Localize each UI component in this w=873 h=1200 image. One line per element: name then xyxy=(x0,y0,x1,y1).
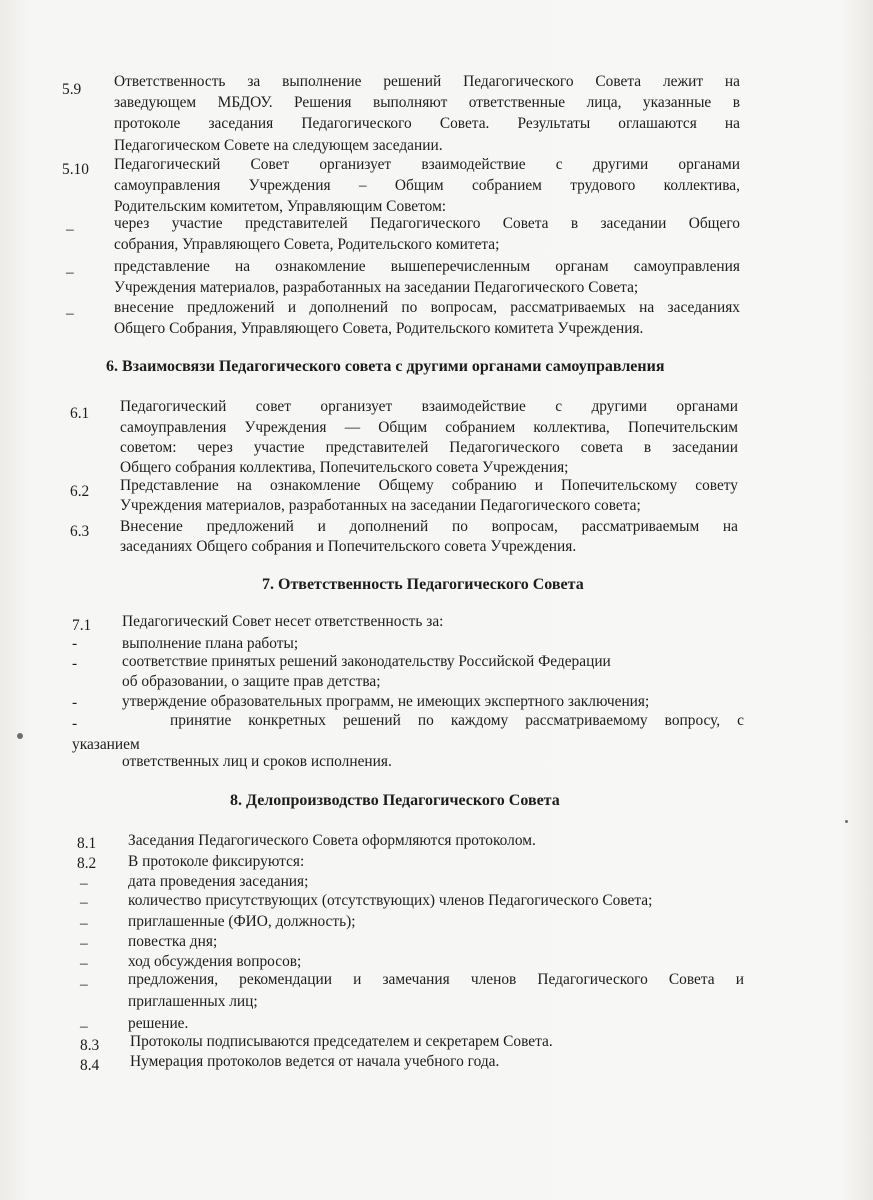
list-item-line: внесение предложений и дополнений по вопросам, рассматриваемых на заседаниях xyxy=(114,299,740,316)
list-hyphen: - xyxy=(72,635,78,652)
list-item-line: принятие конкретных решений по каждому рассматриваемому вопросу, с xyxy=(170,712,744,729)
clause-5-9-line: Ответственность за выполнение решений Педагогического Совета лежит на xyxy=(114,73,740,90)
list-item: ход обсуждения вопросов; xyxy=(128,953,302,970)
list-item: приглашенные (ФИО, должность); xyxy=(128,913,356,930)
scan-mark xyxy=(845,820,848,823)
clause-8-3-text: Протоколы подписываются председателем и секретарем Совета. xyxy=(130,1033,553,1050)
scan-mark xyxy=(17,733,23,739)
clause-5-9-line: заведующем МБДОУ. Решения выполняют ответственные лица, указанные в xyxy=(114,94,740,111)
list-item: утверждение образовательных программ, не имеющих экспертного заключения; xyxy=(122,693,650,710)
clause-number: 6.2 xyxy=(70,483,90,500)
clause-number: 6.1 xyxy=(70,405,90,422)
list-dash: – xyxy=(80,1018,88,1035)
clause-7-1-text: Педагогический Совет несет ответственность за: xyxy=(122,613,444,630)
list-item-line: указанием xyxy=(72,736,140,753)
clause-6-2-line: Представление на ознакомление Общему собранию и Попечительскому совету xyxy=(120,477,738,494)
list-item-line: собрания, Управляющего Совета, Родительского комитета; xyxy=(114,236,500,253)
clause-6-1-line: Педагогический совет организует взаимодействие с другими органами xyxy=(120,398,738,415)
clause-6-2-line: Учреждения материалов, разработанных на заседании Педагогического совета; xyxy=(120,497,641,514)
clause-6-3-line: Внесение предложений и дополнений по вопросам, рассматриваемым на xyxy=(120,518,738,535)
clause-6-1-line: советом: через участие представителей Педагогического совета в заседании xyxy=(120,439,738,456)
list-dash: – xyxy=(66,305,74,322)
clause-number: 5.10 xyxy=(62,161,89,178)
clause-8-2-text: В протоколе фиксируются: xyxy=(128,853,305,870)
clause-8-4-text: Нумерация протоколов ведется от начала учебного года. xyxy=(130,1053,500,1070)
list-dash: – xyxy=(80,875,88,892)
list-item-line: через участие представителей Педагогического Совета в заседании Общего xyxy=(114,215,740,232)
clause-6-3-line: заседаниях Общего собрания и Попечительского совета Учреждения. xyxy=(120,538,577,555)
clause-number: 8.3 xyxy=(80,1037,100,1054)
list-dash: – xyxy=(80,915,88,932)
clause-6-1-line: Общего собрания коллектива, Попечительского совета Учреждения; xyxy=(120,459,569,476)
list-item: решение. xyxy=(128,1015,189,1032)
clause-5-10-line: Педагогический Совет организует взаимодействие с другими органами xyxy=(114,156,740,173)
list-hyphen: - xyxy=(72,694,78,711)
clause-5-10-line: Родительским комитетом, Управляющим Советом: xyxy=(114,198,447,215)
list-hyphen: - xyxy=(72,655,78,672)
clause-number: 6.3 xyxy=(70,523,90,540)
section-heading: 7. Ответственность Педагогического Совета xyxy=(262,576,584,593)
list-item-line: об образовании, о защите прав детства; xyxy=(122,673,381,690)
section-heading: 6. Взаимосвязи Педагогического совета с другими органами самоуправления xyxy=(106,358,665,375)
list-item-line: Общего Собрания, Управляющего Совета, Родительского комитета Учреждения. xyxy=(114,320,644,337)
list-item-line: приглашенных лиц; xyxy=(128,993,258,1010)
list-item: дата проведения заседания; xyxy=(128,873,309,890)
list-hyphen: - xyxy=(72,715,78,732)
list-item-line: Учреждения материалов, разработанных на заседании Педагогического Совета; xyxy=(114,279,639,296)
clause-5-10-line: самоуправления Учреждения – Общим собранием трудового коллектива, xyxy=(114,177,740,194)
list-dash: – xyxy=(80,955,88,972)
clause-5-9-line: протоколе заседания Педагогического Совета. Результаты оглашаются на xyxy=(114,115,740,132)
list-item: выполнение плана работы; xyxy=(122,635,299,652)
list-dash: – xyxy=(80,976,88,993)
list-item-line: ответственных лиц и сроков исполнения. xyxy=(122,753,392,770)
clause-5-9-line: Педагогическом Совете на следующем заседании. xyxy=(114,137,443,154)
clause-8-1-text: Заседания Педагогического Совета оформляются протоколом. xyxy=(128,832,536,849)
list-dash: – xyxy=(66,221,74,238)
clause-6-1-line: самоуправления Учреждения — Общим собранием коллектива, Попечительским xyxy=(120,419,738,436)
list-dash: – xyxy=(80,935,88,952)
section-heading: 8. Делопроизводство Педагогического Совета xyxy=(230,792,560,809)
list-item: повестка дня; xyxy=(128,933,218,950)
list-item-line: предложения, рекомендации и замечания членов Педагогического Совета и xyxy=(128,971,744,988)
list-dash: – xyxy=(66,264,74,281)
list-item: количество присутствующих (отсутствующих) членов Педагогического Совета; xyxy=(128,892,653,909)
list-item-line: представление на ознакомление вышеперечисленным органам самоуправления xyxy=(114,258,740,275)
list-dash: – xyxy=(80,894,88,911)
clause-number: 8.2 xyxy=(77,855,97,872)
list-item-line: соответствие принятых решений законодательству Российской Федерации xyxy=(122,653,611,670)
clause-number: 8.4 xyxy=(80,1057,100,1074)
clause-number: 5.9 xyxy=(62,81,82,98)
clause-number: 7.1 xyxy=(72,617,92,634)
clause-number: 8.1 xyxy=(77,835,97,852)
